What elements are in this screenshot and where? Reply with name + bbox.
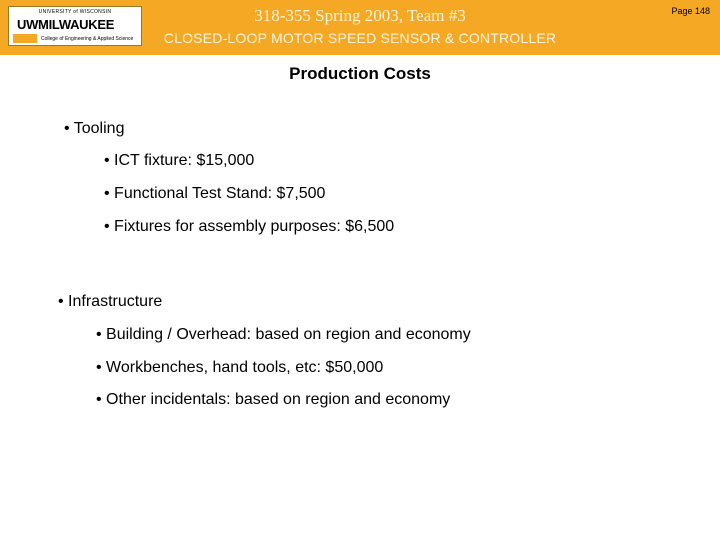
logo-main-text: UWMILWAUKEE [17,17,115,32]
header-project-title: CLOSED-LOOP MOTOR SPEED SENSOR & CONTROLLER [163,30,557,46]
bullet-assembly-fixtures: • Fixtures for assembly purposes: $6,500 [104,218,395,235]
bullet-functional-test-stand: • Functional Test Stand: $7,500 [104,185,326,202]
header-course-title: 318-355 Spring 2003, Team #3 [254,6,466,25]
logo-small-text: UNIVERSITY of WISCONSIN [38,9,112,15]
bullet-other-incidentals: • Other incidentals: based on region and economy [96,391,451,408]
logo-sub-text: College of Engineering & Applied Science [41,36,134,42]
bullet-workbenches: • Workbenches, hand tools, etc: $50,000 [96,359,384,376]
slide-header [0,0,720,55]
slide-title: Production Costs [289,64,431,83]
bullet-tooling: • Tooling [64,120,125,137]
bullet-infrastructure: • Infrastructure [58,293,163,310]
bullet-building-overhead: • Building / Overhead: based on region and economy [96,326,471,343]
bullet-ict-fixture: • ICT fixture: $15,000 [104,152,255,169]
page-number: Page 148 [671,6,710,16]
